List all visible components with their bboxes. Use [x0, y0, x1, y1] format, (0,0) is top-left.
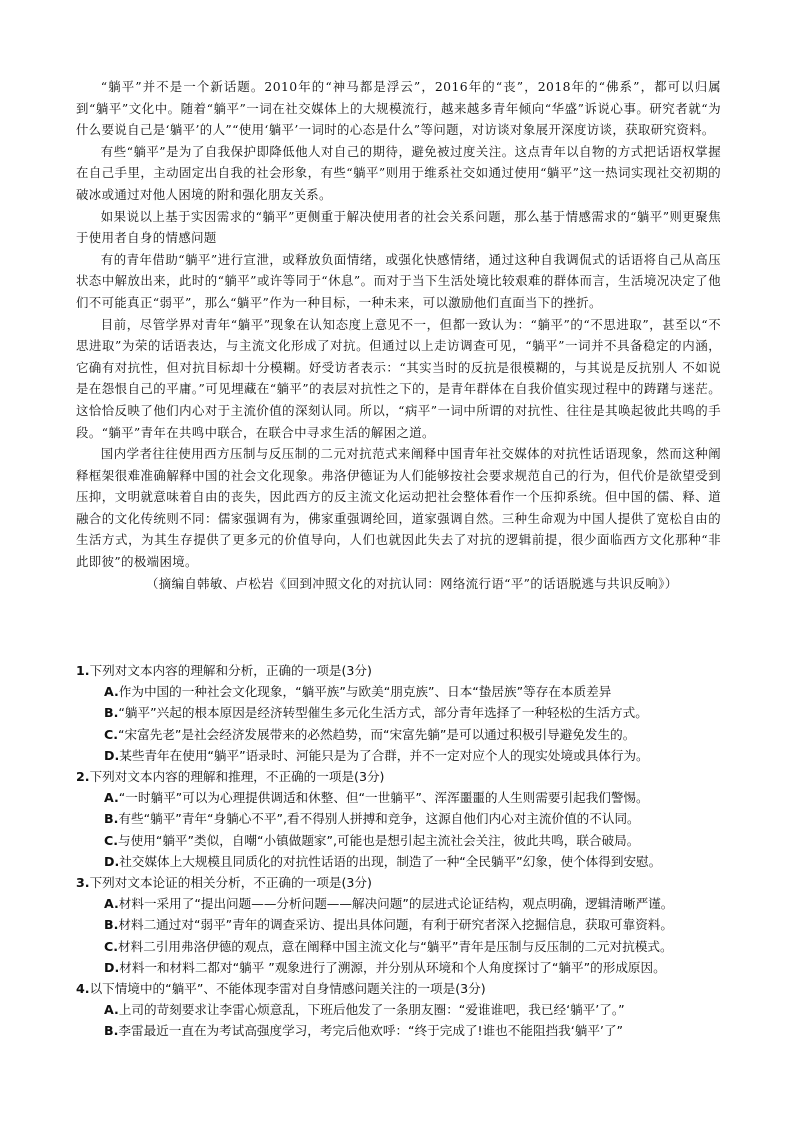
question-text: 以下情境中的“躺平”、不能体现李雷对自身情感问题关注的一项是(3分)	[89, 981, 486, 997]
option-text: 材料一和材料二都对“躺平 ”观象进行了溯源，并分别从环境和个人角度探讨了“躺平”的形成原因。	[119, 959, 666, 975]
question-number: 4.	[76, 981, 90, 997]
question-stem	[76, 660, 726, 681]
question-option	[76, 914, 726, 935]
passage-paragraph: “躺平”并不是一个新话题。2010年的“神马都是浮云”，2016年的“丧”，2018年的“佛系”，都可以归属到“躺平”文化中。随着“躺平”一词在社交媒体上的大规模流行，越来越多青年倾向“华盛”诉说心事。研究者就“为什么要说自己是‘躺平’的人”“使用‘躺平’一词时的心态是什么”等问题，对访谈对象展开深度访谈，获取研究资料。	[76, 79, 721, 138]
question-option	[76, 830, 726, 851]
option-text: 上司的苛刻要求让李雷心烦意乱，下班后他发了一条朋友圈：“爱谁谁吧，我已经‘躺平’了。”	[118, 1002, 625, 1018]
question-option	[76, 702, 726, 723]
question-text: 下列对文本内容的理解和分析，正确的一项是(3分)	[89, 663, 372, 678]
option-text: 材料二通过对“弱平”青年的调查采访、提出具体问题，有利于研究者深入挖掘信息，获取可靠资料。	[118, 917, 673, 933]
option-letter: D.	[104, 853, 120, 869]
option-letter: A.	[104, 1002, 119, 1018]
question-option	[76, 1020, 726, 1041]
question-option	[76, 745, 726, 766]
option-letter: B.	[104, 705, 119, 721]
option-letter: C.	[104, 938, 119, 954]
option-text: 材料二引用弗洛伊德的观点，意在阐释中国主流文化与“躺平”青年是压制与反压制的二元对抗模式。	[118, 938, 673, 954]
passage-paragraph: 目前，尽管学界对青年“躺平”现象在认知态度上意见不一，但都一致认为：“躺平”的“不思进取”，甚至以“不思进取”为荣的话语表达，与主流文化形成了对抗。但通过以上走访调查可见，“躺平”一词并不具备稳定的内涵，它确有对抗性，但对抗目标却十分模糊。妤受访者表示：“其实当时的反抗是很模糊的，与其说是反抗别人 不如说是在怨恨自己的平庸。”可见埋藏在“躺平”的表层对抗性之下的，是青年群体在自我价值实现过程中的踌躇与迷茫。这恰恰反映了他们内心对于主流价值的深刻认同。所以，“病平”一词中所谓的对抗性、往往是其唤起彼此共鸣的手段。“躺平”青年在共鸣中联合，在联合中寻求生活的解困之道。	[76, 316, 721, 440]
option-letter: A.	[104, 790, 119, 806]
question-stem	[76, 766, 726, 787]
question-option	[76, 724, 726, 745]
question-list	[76, 660, 726, 1042]
question-text: 下列对文本论证的相关分析，不正确的一项是(3分)	[89, 875, 372, 891]
question-number: 3.	[76, 875, 90, 891]
option-letter: B.	[104, 811, 119, 827]
passage-paragraph: 有些“躺平”是为了自我保护即降低他人对自己的期待，避免被过度关注。这点青年以自物的方式把话语权掌握在自己手里，主动固定出自我的社会形象，有些“躺平”则用于维系社交如通过使用“躺平”这一热词实现社交初期的破冰或通过对他人困境的附和强化朋友关系。	[76, 143, 721, 202]
question-stem	[76, 978, 726, 999]
option-text: “宋富先老”是社会经济发展带来的必然趋势，而“宋富先躺”是可以通过积极引导避免发生的。	[118, 726, 636, 742]
passage-paragraph: 国内学者往往使用西方压制与反压制的二元对抗范式来阐释中国青年社交媒体的对抗性话语现象，然而这种阐释框架很难准确解释中国的社会文化现象。弗洛伊德证为人们能够按社会要求规范自己的行为，但代价是欲望受到压抑，文明就意味着自由的丧失，因此西方的反主流文化运动把社会整体看作一个压抑系统。但中国的儒、释、道融合的文化传统则不同：儒家强调有为，佛家重强调纶回，道家强调自然。三种生命观为中国人提供了宽松自由的生活方式，为其生存提供了更多元的价值导向，人们也就因此失去了对抗的逻辑前提，很少面临西方文化那种“非此即彼”的极端困境。	[76, 446, 721, 570]
question-text: 下列对文本内容的理解和推理，不正确的一项是(3分)	[89, 769, 385, 785]
option-letter: D.	[104, 747, 120, 763]
passage-paragraph: 如果说以上基于实因需求的“躺平”更侧重于解决使用者的社会关系问题，那么基于情感需求的“躺平”则更聚焦于使用者自身的情感问题	[76, 208, 721, 246]
question-option	[76, 851, 726, 872]
option-letter: A.	[104, 684, 119, 700]
option-text: 某些青年在使用“躺平”语录时、河能只是为了合群，并不一定对应个人的现实处境或具体行为。	[119, 747, 649, 763]
option-letter: C.	[104, 726, 119, 742]
question-option	[76, 787, 726, 808]
question-option	[76, 957, 726, 978]
option-text: 作为中国的一种社会文化现象，“躺平族”与欧美“朋克族”、日本“蛰居族”等存在本质差异	[118, 684, 612, 700]
question-option	[76, 936, 726, 957]
question-number: 2.	[76, 769, 90, 785]
option-text: “躺平”兴起的根本原因是经济转型催生多元化生活方式，部分青年选择了一种轻松的生活方式。	[118, 705, 648, 721]
passage-source: （摘编自韩敏、卢松岩《回到冲照文化的对抗认同：网络流行语“平”的话语脱逃与共识反响》）	[146, 575, 678, 591]
reading-passage	[76, 76, 721, 594]
option-text: 社交媒体上大规模且同质化的对抗性话语的出现，制造了一种“全民躺平”幻象，使个体得到安慰。	[119, 853, 662, 869]
option-text: 与使用“躺平”类似，自嘲“小镇做题家”,可能也是想引起主流社会关注，彼此共鸣，联合破局。	[118, 832, 640, 848]
option-letter: B.	[104, 917, 119, 933]
question-number: 1.	[76, 663, 90, 678]
option-letter: C.	[104, 832, 119, 848]
option-letter: B.	[104, 1023, 119, 1039]
option-letter: D.	[104, 959, 120, 975]
question-option	[76, 999, 726, 1020]
option-text: 有些“躺平”青年“身躺心不平”,看不得别人拼搏和竞争，这源自他们内心对主流价值的不认同。	[118, 811, 640, 827]
passage-paragraph: 有的青年借助“躺平”进行宣泄，或释放负面情绪，或强化快感情绪，通过这种自我调侃式的话语将自己从高压状态中解放出来，此时的“躺平”或许等同于“休息”。而对于当下生活处境比较艰难的群体而言，生活境况决定了他们不可能真正“弱平”，那么“躺平”作为一种目标，一种未来，可以激励他们直面当下的挫折。	[76, 251, 721, 310]
question-stem	[76, 872, 726, 893]
question-option	[76, 808, 726, 829]
option-text: 李雷最近一直在为考试高强度学习，考完后他欢呼：“终于完成了!谁也不能阻挡我‘躺平’了”	[118, 1023, 624, 1039]
option-text: 材料一采用了“提出问题——分析问题——解决问题”的层进式论证结构，观点明确，逻辑清晰严谨。	[118, 896, 674, 912]
option-letter: A.	[104, 896, 119, 912]
question-option	[76, 893, 726, 914]
option-text: “一时躺平”可以为心理提供调适和休整、但“一世躺平”、浑浑噩噩的人生则需要引起我们警惕。	[118, 790, 649, 806]
question-option	[76, 681, 726, 702]
